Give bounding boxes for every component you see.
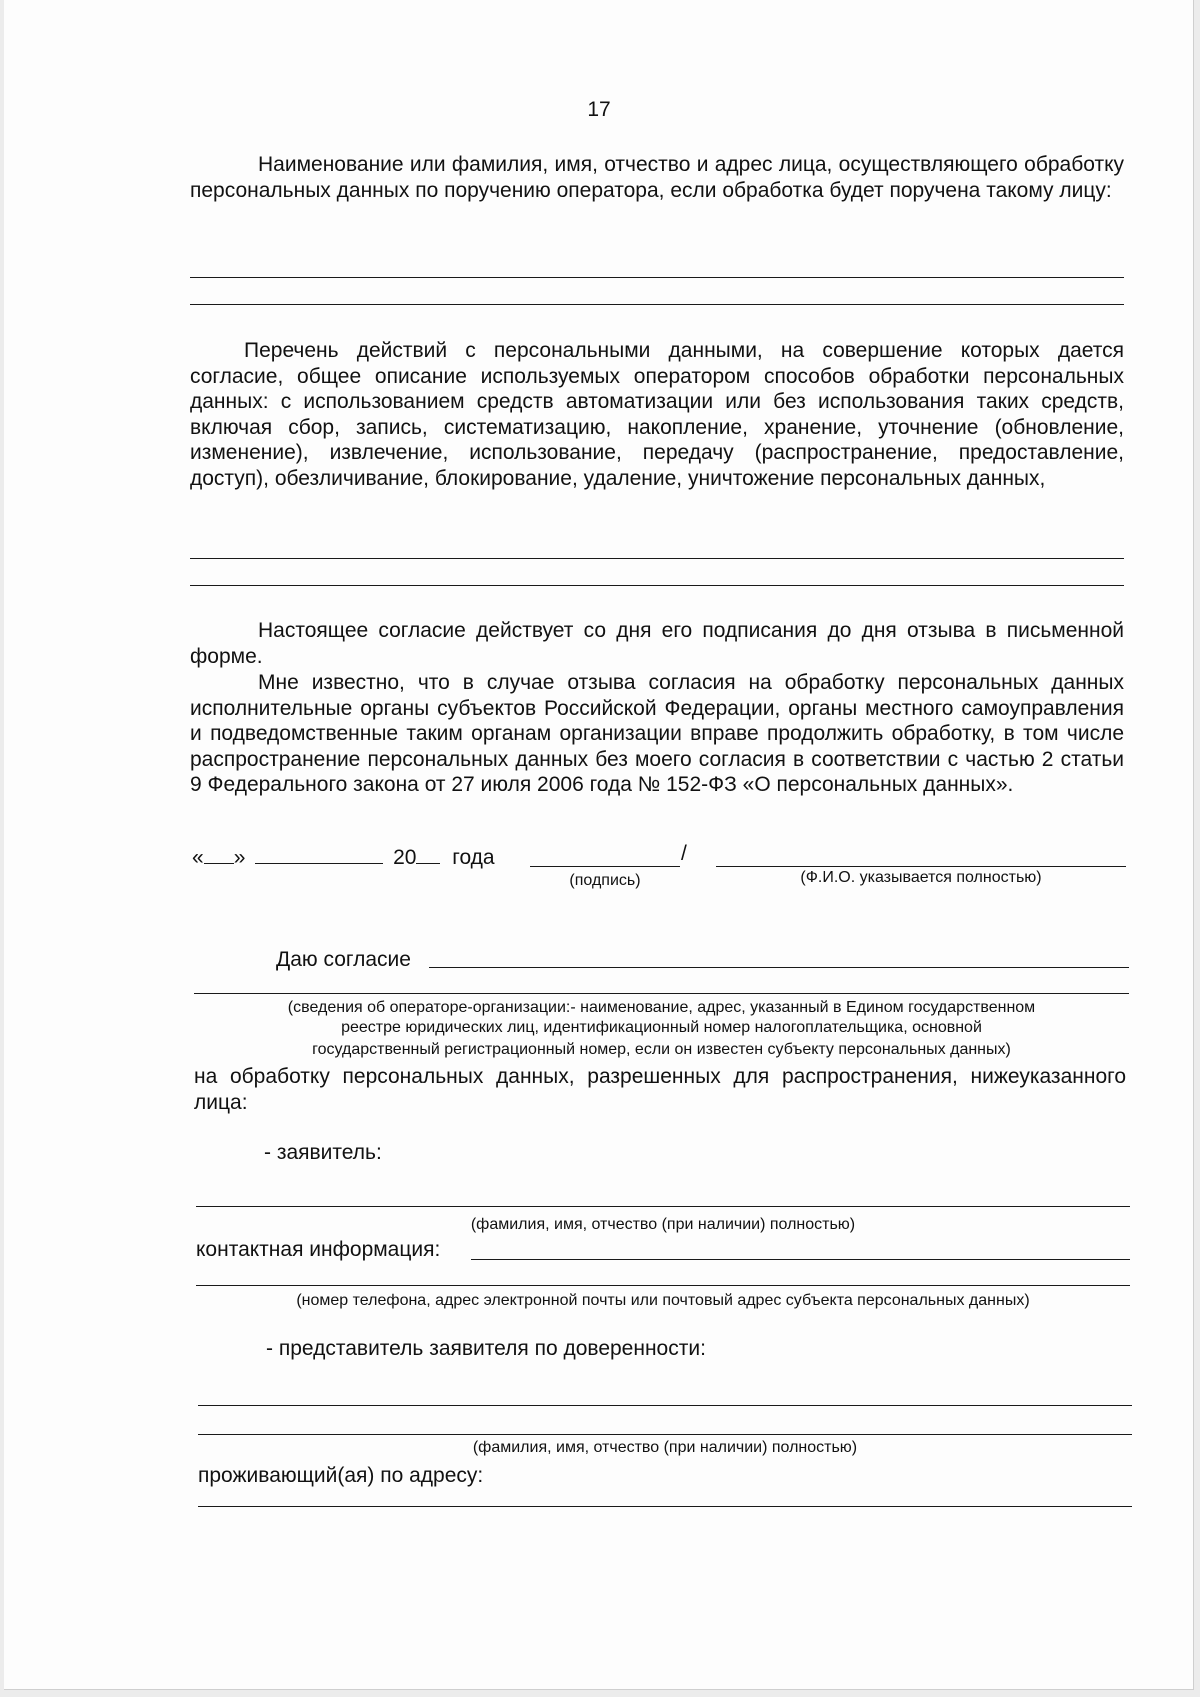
fio-field[interactable] — [716, 866, 1126, 867]
address-label: проживающий(ая) по адресу: — [198, 1464, 484, 1487]
day-field[interactable] — [204, 843, 234, 864]
applicant-name-field[interactable] — [196, 1206, 1130, 1207]
actions-line-2[interactable] — [190, 585, 1124, 586]
applicant-label: - заявитель: — [264, 1141, 382, 1164]
signature-field[interactable] — [530, 866, 680, 867]
page-number: 17 — [587, 98, 611, 121]
representative-name-caption: (фамилия, имя, отчество (при наличии) полностью) — [472, 1439, 858, 1456]
processor-paragraph: Наименование или фамилия, имя, отчество и адрес лица, осуществляющего обработку персональных данных по поручению оператора, если обработка будет поручена такому лицу: — [190, 153, 1124, 202]
actions-line-1[interactable] — [190, 558, 1124, 559]
year-prefix: 20 — [393, 846, 417, 869]
document-page — [4, 0, 1194, 1690]
operator-caption-2: реестре юридических лиц, идентификационный номер налогоплательщика, основной — [341, 1019, 982, 1036]
consent-label: Даю согласие — [276, 948, 411, 971]
representative-label: - представитель заявителя по доверенности: — [266, 1337, 706, 1360]
contact-label: контактная информация: — [196, 1238, 441, 1261]
open-quote: « — [192, 846, 204, 869]
applicant-name-caption: (фамилия, имя, отчество (при наличии) полностью) — [470, 1216, 856, 1233]
revocation-paragraph: Мне известно, что в случае отзыва согласия на обработку персональных данных исполнительные органы субъектов Российской Федерации, органы местного самоуправления и подведомственные таким органам организации вправе продолжить обработку, в том числе распространение персональных данных без моего согласия в соответствии с частью 2 статьи 9 Федерального закона от 27 июля 2006 года № 152-ФЗ «О персональных данных». — [190, 671, 1124, 796]
contact-field-2[interactable] — [196, 1285, 1130, 1286]
operator-field[interactable] — [194, 993, 1129, 994]
operator-caption-3: государственный регистрационный номер, если он известен субъекту персональных данных) — [312, 1041, 1011, 1058]
purpose-paragraph: на обработку персональных данных, разрешенных для распространения, нижеуказанного лица: — [194, 1065, 1126, 1114]
processor-line-1[interactable] — [190, 277, 1124, 278]
fio-caption: (Ф.И.О. указывается полностью) — [800, 869, 1042, 886]
processor-line-2[interactable] — [190, 304, 1124, 305]
signature-caption: (подпись) — [569, 872, 641, 889]
representative-name-field-2[interactable] — [198, 1434, 1132, 1435]
address-field[interactable] — [198, 1506, 1132, 1507]
close-quote: » — [233, 846, 246, 869]
month-field[interactable] — [255, 843, 383, 864]
signature-slash: / — [681, 842, 687, 865]
year-field[interactable] — [416, 843, 440, 864]
contact-field[interactable] — [471, 1259, 1130, 1260]
actions-paragraph: Перечень действий с персональными данными, на совершение которых дается согласие, общее описание используемых оператором способов обработки персональных данных: с использованием средств автоматизации или без использования таких средств, включая сбор, запись, систематизацию, накопление, хранение, уточнение (обновление, изменение), извлечение, использование, передачу (распространение, предоставление, доступ), обезличивание, блокирование, удаление, уничтожение персональных данных, — [190, 339, 1124, 490]
representative-name-field-1[interactable] — [198, 1405, 1132, 1406]
operator-caption-1: (сведения об операторе-организации:- наименование, адрес, указанный в Едином государственном — [287, 999, 1036, 1016]
consent-field[interactable] — [429, 967, 1129, 968]
year-suffix: года — [452, 846, 495, 869]
date-line — [192, 843, 495, 871]
contact-caption: (номер телефона, адрес электронной почты или почтовый адрес субъекта персональных данных) — [296, 1292, 1030, 1309]
validity-paragraph: Настоящее согласие действует со дня его подписания до дня отзыва в письменной форме. — [190, 619, 1124, 668]
